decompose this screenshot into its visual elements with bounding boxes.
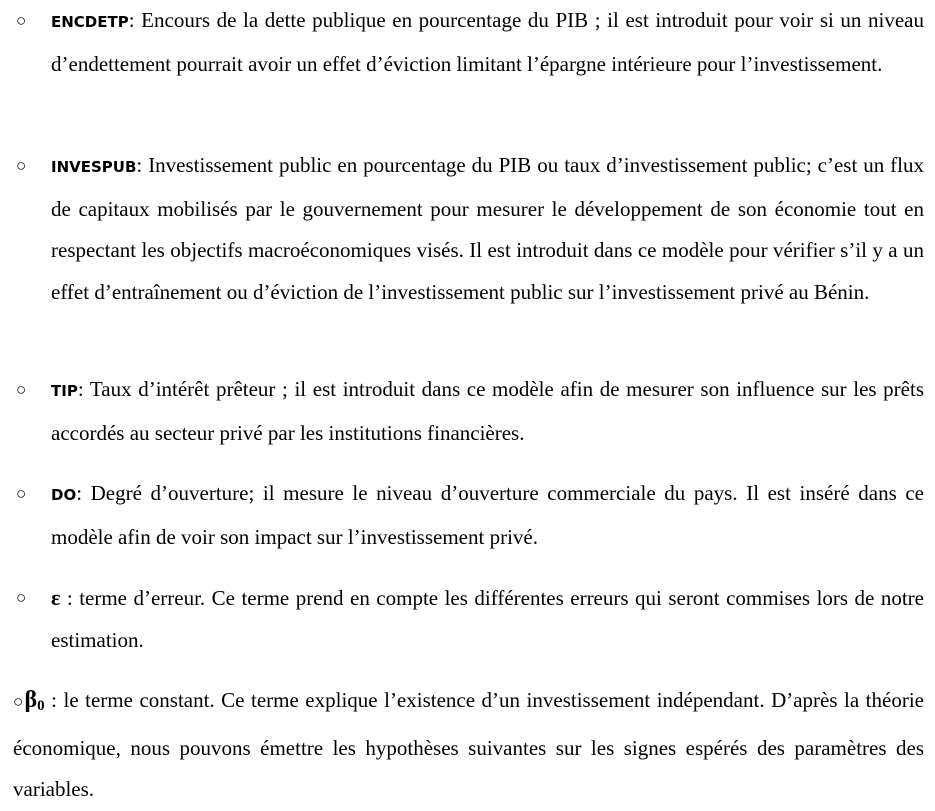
variable-description: terme d’erreur. Ce terme prend en compte les différentes erreurs qui seront commises lors de notre estimation. [51,586,924,652]
beta-subscript: 0 [37,698,45,714]
term-separator: : [77,377,84,401]
list-item-tip [16,369,924,454]
bullet-circle-icon: ○ [16,156,27,175]
variable-description: Taux d’intérêt prêteur ; il est introduit dans ce modèle afin de mesurer son influence sur les prêts accordés au secteur privé par les institutions financières. [51,377,924,445]
beta-symbol [25,687,45,713]
variable-term: TIP [51,382,78,400]
list-item-beta0 [13,680,924,811]
bullet-circle-icon: ○ [16,11,27,30]
list-item-do [16,473,924,558]
bullet-circle-icon: ○ [16,588,27,607]
term-separator: : [128,8,135,32]
variable-term: DO [51,486,77,504]
term-separator: : [60,586,73,610]
variable-description: Degré d’ouverture; il mesure le niveau d’ouverture commerciale du pays. Il est inséré dans ce modèle afin de voir son impact sur l’investissement privé. [51,481,924,549]
list-item-epsilon [16,577,924,661]
bullet-circle-icon: ○ [13,692,25,711]
bullet-circle-icon: ○ [16,380,27,399]
term-separator: : [136,153,143,177]
variable-term: ε [51,585,61,610]
variable-term: ENCDETP [51,13,129,31]
bullet-circle-icon: ○ [16,484,27,503]
variable-term: INVESPUB [51,158,137,176]
variable-description: Encours de la dette publique en pourcentage du PIB ; il est introduit pour voir si un niveau d’endettement pourrait avoir un effet d’éviction limitant l’épargne intérieure pour l’investissement. [51,8,924,76]
beta-letter: β [24,687,38,713]
list-item-invespub [16,145,924,313]
term-separator: : [76,481,83,505]
beta-description: : le terme constant. Ce terme explique l’existence d’un investissement indépendant. D’après la théorie économique, nous pouvons émettre les hypothèses suivantes sur les signes espérés des paramètres des variables. [13,688,924,801]
variable-description: Investissement public en pourcentage du PIB ou taux d’investissement public; c’est un flux de capitaux mobilisés par le gouvernement pour mesurer le développement de son économie tout en respectant les objectifs macroéconomiques visés. Il est introduit dans ce modèle pour vérifier s’il y a un effet d’entraînement ou d’éviction de l’investissement public sur l’investissement privé au Bénin. [51,153,924,304]
list-item-encdetp [16,0,924,85]
